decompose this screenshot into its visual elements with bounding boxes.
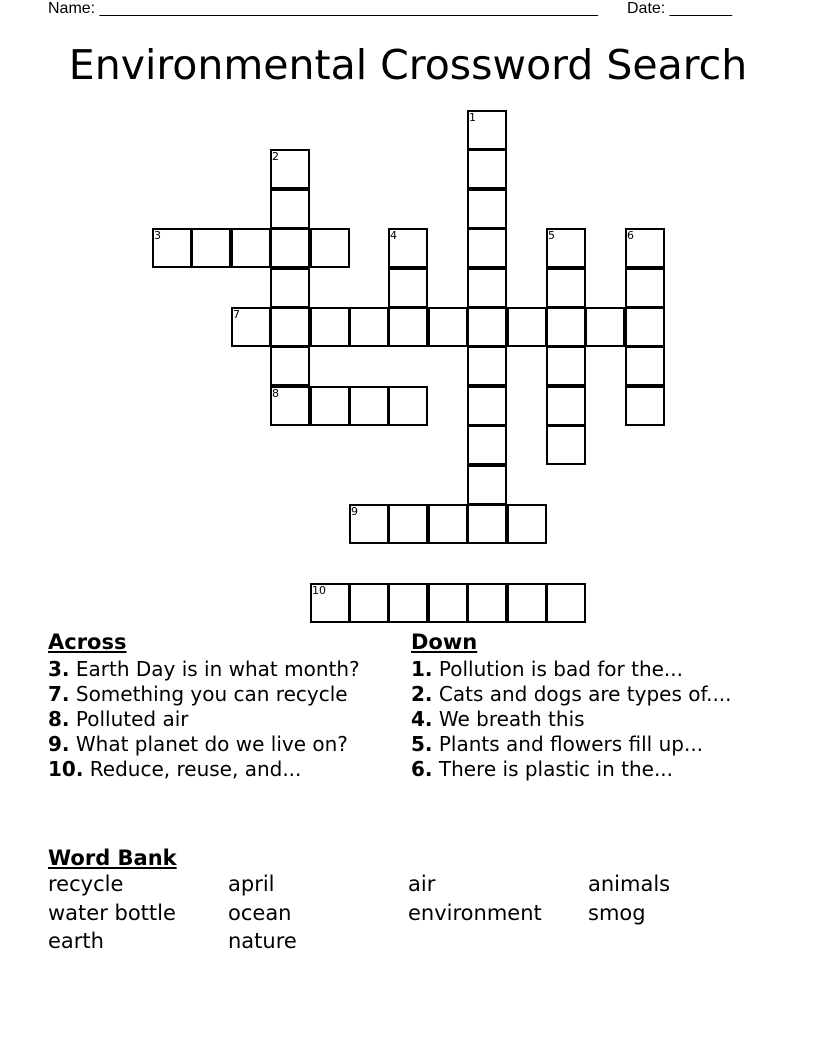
grid-cell[interactable] xyxy=(428,583,468,623)
grid-cell[interactable] xyxy=(467,504,507,544)
grid-cell[interactable] xyxy=(349,386,389,426)
page-title: Environmental Crossword Search xyxy=(68,41,748,89)
clue-number: 5 xyxy=(548,229,555,242)
word-bank xyxy=(48,846,768,956)
clue-number: 6 xyxy=(627,229,634,242)
grid-cell[interactable] xyxy=(467,583,507,623)
clue-number: 10 xyxy=(312,584,326,597)
grid-cell[interactable] xyxy=(349,307,389,347)
grid-cell[interactable] xyxy=(507,504,547,544)
word-bank-item: environment xyxy=(408,900,542,925)
grid-cell[interactable] xyxy=(507,307,547,347)
clue-number: 3 xyxy=(154,229,161,242)
grid-cell[interactable] xyxy=(270,228,310,268)
word-bank-item: air xyxy=(408,872,436,896)
clue-number: 1 xyxy=(469,111,476,124)
word-bank-heading: Word Bank xyxy=(48,846,177,870)
grid-cell[interactable] xyxy=(546,425,586,465)
grid-cell[interactable] xyxy=(428,504,468,544)
clue-down-6: 6. There is plastic in the... xyxy=(411,757,674,781)
name-field[interactable]: Name: ________________________________________________________ xyxy=(48,0,598,17)
grid-cell[interactable] xyxy=(388,307,428,347)
word-bank-item: april xyxy=(228,872,275,896)
grid-cell[interactable] xyxy=(507,583,547,623)
clue-down-4: 4. We breath this xyxy=(411,707,585,731)
grid-cell[interactable] xyxy=(546,268,586,308)
grid-cell[interactable] xyxy=(388,268,428,308)
grid-cell[interactable] xyxy=(310,228,350,268)
grid-cell[interactable] xyxy=(270,307,310,347)
clue-across-7: 7. Something you can recycle xyxy=(48,682,348,706)
grid-cell[interactable] xyxy=(231,228,271,268)
word-bank-item: animals xyxy=(588,872,671,896)
grid-cell[interactable] xyxy=(467,268,507,308)
grid-cell[interactable] xyxy=(388,386,428,426)
word-bank-item: smog xyxy=(588,900,646,925)
clue-number: 7 xyxy=(233,308,240,321)
grid-cell[interactable] xyxy=(467,465,507,505)
grid-cell[interactable] xyxy=(625,386,665,426)
clue-down-2: 2. Cats and dogs are types of.... xyxy=(411,682,732,706)
grid-cell[interactable] xyxy=(349,583,389,623)
word-bank-item: ocean xyxy=(228,900,292,925)
down-clues xyxy=(411,630,756,783)
grid-cell[interactable] xyxy=(270,189,310,229)
grid-cell[interactable] xyxy=(467,425,507,465)
grid-cell[interactable] xyxy=(191,228,231,268)
grid-cell[interactable] xyxy=(388,583,428,623)
grid-cell[interactable] xyxy=(625,307,665,347)
grid-cell[interactable] xyxy=(585,307,625,347)
grid-cell[interactable] xyxy=(270,346,310,386)
grid-cell[interactable] xyxy=(546,583,586,623)
clue-down-5: 5. Plants and flowers fill up... xyxy=(411,732,704,756)
clue-number: 8 xyxy=(272,387,279,400)
grid-cell[interactable] xyxy=(467,149,507,189)
clue-across-8: 8. Polluted air xyxy=(48,707,189,731)
clue-across-9: 9. What planet do we live on? xyxy=(48,732,348,756)
across-clues xyxy=(48,630,393,783)
clue-number: 4 xyxy=(390,229,397,242)
grid-cell[interactable] xyxy=(270,268,310,308)
date-field[interactable]: Date: _______ xyxy=(627,0,732,17)
down-heading: Down xyxy=(411,630,478,654)
grid-cell[interactable] xyxy=(310,386,350,426)
grid-cell[interactable] xyxy=(546,307,586,347)
grid-cell[interactable] xyxy=(546,346,586,386)
grid-cell[interactable] xyxy=(428,307,468,347)
word-bank-item: earth xyxy=(48,929,104,953)
word-bank-item: recycle xyxy=(48,872,124,896)
grid-cell[interactable] xyxy=(625,346,665,386)
grid-cell[interactable] xyxy=(310,307,350,347)
grid-cell[interactable] xyxy=(388,504,428,544)
word-bank-item: water bottle xyxy=(48,900,176,925)
grid-cell[interactable] xyxy=(467,228,507,268)
grid-cell[interactable] xyxy=(467,307,507,347)
grid-cell[interactable] xyxy=(625,268,665,308)
word-bank-item: nature xyxy=(228,929,297,953)
grid-cell[interactable] xyxy=(467,189,507,229)
clue-number: 2 xyxy=(272,150,279,163)
grid-cell[interactable] xyxy=(467,386,507,426)
across-heading: Across xyxy=(48,630,127,654)
clue-across-3: 3. Earth Day is in what month? xyxy=(48,657,360,681)
grid-cell[interactable] xyxy=(546,386,586,426)
clue-down-1: 1. Pollution is bad for the... xyxy=(411,657,684,681)
clue-number: 9 xyxy=(351,505,358,518)
grid-cell[interactable] xyxy=(467,346,507,386)
clue-across-10: 10. Reduce, reuse, and... xyxy=(48,757,302,781)
